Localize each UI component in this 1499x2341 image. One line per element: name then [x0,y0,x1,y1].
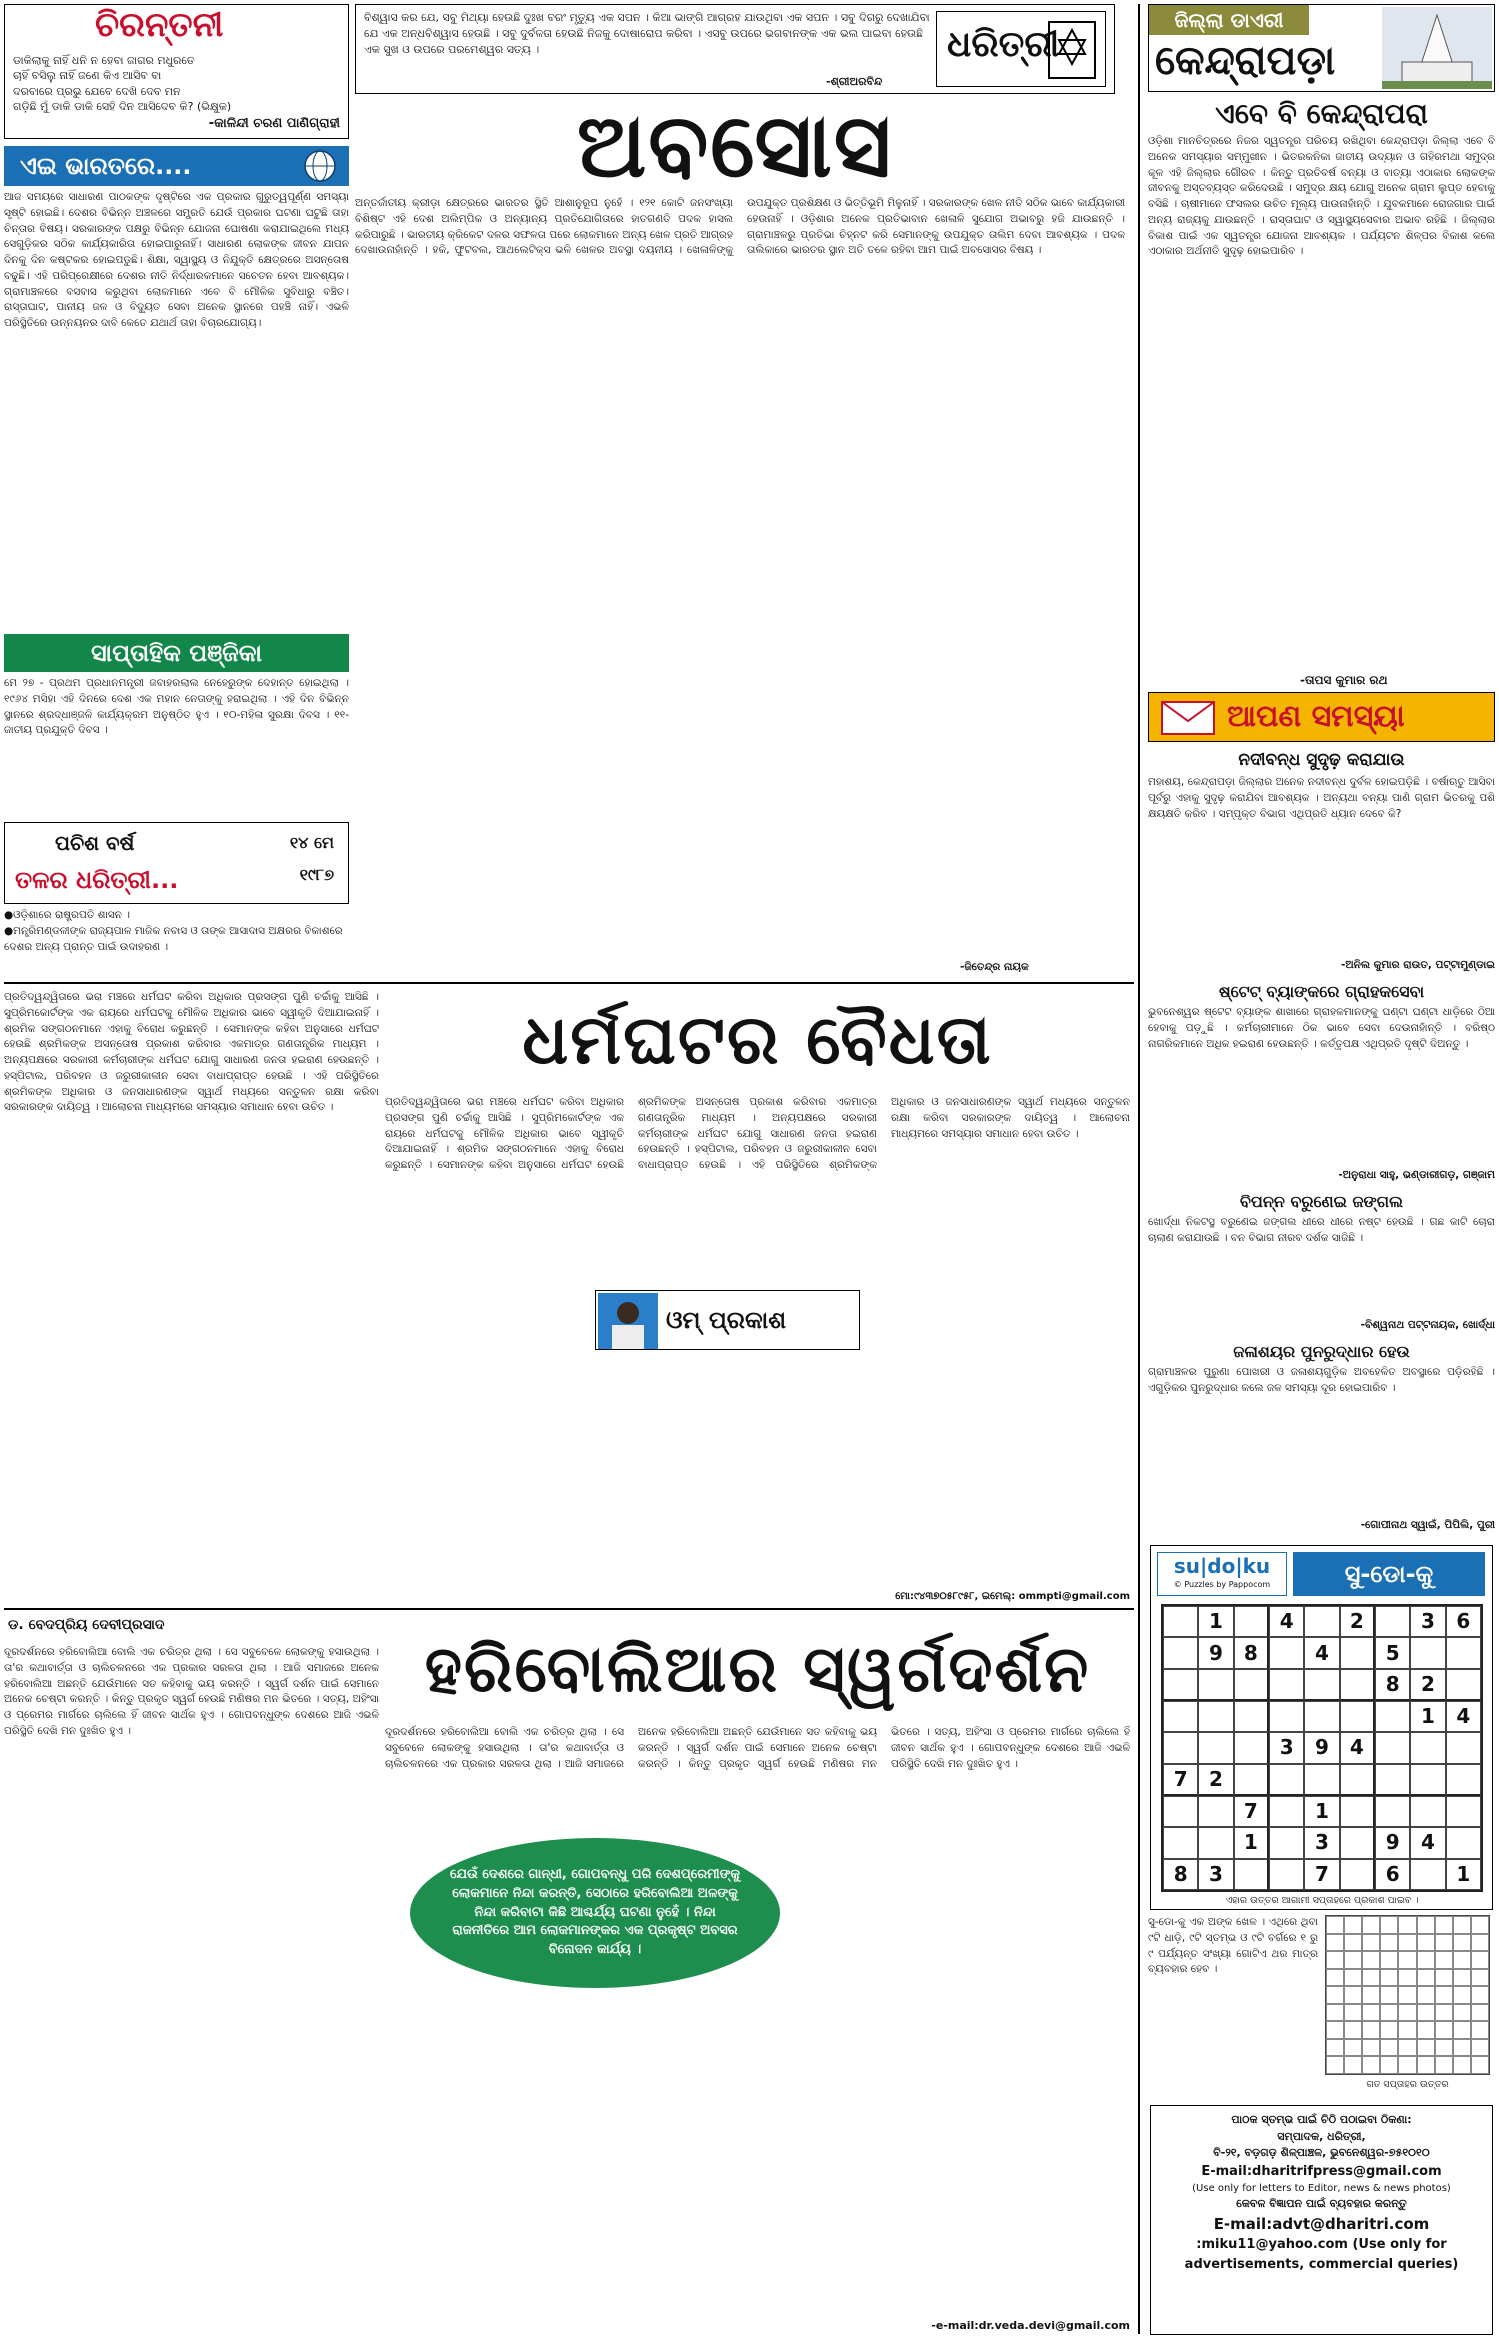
sudoku-cell[interactable]: 1 [1304,1796,1339,1827]
sudoku-answer-cell [1398,2004,1416,2022]
sudoku-answer-cell [1453,1934,1471,1952]
dharmaghata-right-text: ପ୍ରତିଦ୍ୱନ୍ଦ୍ୱିତାରେ ଭରା ମଞ୍ଚରେ ଧର୍ମଘଟ କରିବା ଅଧିକାର ପ୍ରସଙ୍ଗ ପୁଣି ଚର୍ଚ୍ଚାକୁ ଆସିଛି । ସୁପ୍ରିମକୋର୍ଟଙ୍କ ଏକ ରାୟରେ ଧର୍ମଘଟକୁ ମୌଳିକ ଅଧିକାର ଭାବେ ସ୍ୱୀକୃତି ଦିଆଯାଇନାହିଁ । ଶ୍ରମିକ ସଙ୍ଗଠନମାନେ ଏହାକୁ ବିରୋଧ କରୁଛନ୍ତି । ସେମାନଙ୍କ କହିବା ଅନୁସାରେ ଧର୍ମଘଟ ହେଉଛି ଶ୍ରମିକଙ୍କ ଅସନ୍ତୋଷ ପ୍ରକାଶ କରିବାର ଏକମାତ୍ର ଗଣତାନ୍ତ୍ରିକ ମାଧ୍ୟମ । ଅନ୍ୟପକ୍ଷରେ ସରକାରୀ କର୍ମଚାରୀଙ୍କ ଧର୍ମଘଟ ଯୋଗୁ ସାଧାରଣ ଜନତା ହଇରାଣ ହେଉଛନ୍ତି । ହସ୍ପିଟାଲ, ପରିବହନ ଓ ଜରୁରୀକାଳୀନ ସେବା ବାଧାପ୍ରାପ୍ତ ହେଉଛି । ଏହି ପରିସ୍ଥିତିରେ ଶ୍ରମିକଙ୍କ ଅଧିକାର ଓ ଜନସାଧାରଣଙ୍କ ସ୍ୱାର୍ଥ ମଧ୍ୟରେ ସନ୍ତୁଳନ ରକ୍ଷା କରିବା ସରକାରଙ୍କ ଦାୟିତ୍ୱ । ଆଲୋଚନା ମାଧ୍ୟମରେ ସମସ୍ୟାର ସମାଧାନ ହେବା ଉଚିତ । [385,1096,1130,1171]
contact-line: କେବଳ ବିଜ୍ଞାପନ ପାଇଁ ବ୍ୟବହାର କରନ୍ତୁ [1236,2197,1407,2210]
chirantani-poem [13,53,343,115]
oval-quote [410,1838,780,1988]
pachisi-label-2: ତଳର ଧରିତ୍ରୀ... [15,866,179,894]
sudoku-answer-cell [1398,1951,1416,1969]
sudoku-cell[interactable]: 3 [1304,1827,1339,1858]
sudoku-cell[interactable]: 4 [1269,1606,1304,1637]
sudoku-cell[interactable] [1234,1732,1269,1763]
sudoku-answer-cell [1417,1916,1435,1934]
contact-line: ବି-୨୧, ବଡ଼ଗଡ଼ ଶିଳ୍ପାଞ୍ଚଳ, ଭୁବନେଶ୍ୱର-୭୫୧୦୧୦ [1213,2146,1430,2159]
sudoku-cell[interactable]: 3 [1269,1732,1304,1763]
sudoku-cell[interactable]: 7 [1163,1764,1198,1796]
section-divider [4,982,1134,984]
sudoku-cell[interactable] [1446,1732,1481,1763]
sudoku-cell[interactable] [1410,1732,1445,1763]
sudoku-cell[interactable]: 4 [1446,1701,1481,1732]
sudoku-answer-cell [1435,1969,1453,1987]
sudoku-cell[interactable] [1410,1796,1445,1827]
sudoku-answer-cell [1471,2056,1489,2074]
sudoku-cell[interactable] [1340,1859,1375,1890]
sudoku-answer-cell [1417,2021,1435,2039]
sudoku-answer-cell [1398,1934,1416,1952]
quote-author: -ଶ୍ରୀଅରବିନ୍ଦ [826,75,883,89]
sudoku-answer-cell [1471,1916,1489,1934]
letter-2-text: ଭୁବନେଶ୍ୱର ଷ୍ଟେଟ ବ୍ୟାଙ୍କ ଶାଖାରେ ଗ୍ରାହକମାନଙ୍କୁ ଘଣ୍ଟା ଘଣ୍ଟା ଧାଡ଼ିରେ ଠିଆ ହେବାକୁ ପଡ଼ୁଛି । କର୍ମଚାରୀମାନେ ଠିକ ଭାବେ ସେବା ଦେଉନାହାଁନ୍ତି । ବରିଷ୍ଠ ନାଗରିକମାନେ ଅଧିକ ହଇରାଣ ହେଉଛନ୍ତି । କର୍ତ୍ତୃପକ୍ଷ ଏଥିପ୍ରତି ଦୃଷ୍ଟି ଦିଅନ୍ତୁ । [1148,1006,1495,1050]
sudoku-answer-cell [1326,2056,1344,2074]
apana-samasya-header [1148,692,1495,742]
temple-photo-icon [1382,7,1492,89]
sudoku-cell[interactable]: 7 [1304,1859,1339,1890]
sudoku-cell[interactable]: 1 [1198,1606,1233,1637]
sudoku-answer-cell [1417,1951,1435,1969]
sudoku-cell[interactable] [1163,1669,1198,1701]
sudoku-answer-cell [1326,1951,1344,1969]
sudoku-answer-cell [1362,1934,1380,1952]
sudoku-answer-cell [1326,2021,1344,2039]
sudoku-cell[interactable]: 7 [1234,1796,1269,1827]
poem-line: ଗଡ଼ିଛି ମୁଁ ଡାକି ଡାକି ସେହି ଦିନ ଆସିଦେବ କି? (ଭିକ୍ଷୁକ) [13,100,232,114]
sudoku-answer-cell [1344,2039,1362,2057]
sudoku-cell[interactable]: 1 [1410,1701,1445,1732]
sudoku-cell[interactable] [1340,1669,1375,1701]
sudoku-cell[interactable]: 1 [1446,1859,1481,1890]
sudoku-answer-cell [1453,2056,1471,2074]
sudoku-answer-cell [1362,2056,1380,2074]
logo-text: ଧରିତ୍ରୀ [947,23,1060,65]
sudoku-cell[interactable]: 3 [1410,1606,1445,1637]
sudoku-answer-cell [1344,1916,1362,1934]
haribolia-right-text: ଦୂରଦର୍ଶନରେ ହରିବୋଲିଆ ବୋଲି ଏକ ଚରିତ୍ର ଥିଲା । ସେ ସବୁବେଳେ ଲୋକଙ୍କୁ ହସାଉଥିଲା । ତା'ର କଥାବାର୍ତ୍ତା ଓ ଚାଲିଚଳନରେ ଏକ ପ୍ରକାର ସରଳତା ଥିଲା । ଆଜି ସମାଜରେ ଅନେକ ହରିବୋଲିଆ ଅଛନ୍ତି ଯେଉଁମାନେ ସତ କହିବାକୁ ଭୟ କରନ୍ତି । ସ୍ୱର୍ଗ ଦର୍ଶନ ପାଇଁ ସେମାନେ ଅନେକ ଚେଷ୍ଟା କରନ୍ତି । କିନ୍ତୁ ପ୍ରକୃତ ସ୍ୱର୍ଗ ହେଉଛି ମଣିଷର ମନ ଭିତରେ । ସତ୍ୟ, ଅହିଂସା ଓ ପ୍ରେମର ମାର୍ଗରେ ଚାଲିଲେ ହିଁ ଜୀବନ ସାର୍ଥକ ହୁଏ । ଗୋପବନ୍ଧୁଙ୍କ ଦେଶରେ ଆଜି ଏଭଳି ପରିସ୍ଥିତି ଦେଖି ମନ ଦୁଃଖିତ ହୁଏ । [385,1726,1130,1770]
letter-2-author: -ଅନୁରାଧା ସାହୁ, ଭଣ୍ଡାରୀଗଡ଼, ଗଞ୍ଜାମ [1338,1169,1495,1181]
quote-text: ବିଶ୍ୱାସ କର ଯେ, ସବୁ ମିଥ୍ୟା ହେଉଛି ଦୁଃଖ ବରଂ ମୃତ୍ୟୁ ଏକ ସପନ । କିଆ ଭାଙ୍ଗି ଆଗ୍ରହ ଯାଉଥିବା ଏକ ସପନ । ସବୁ ଦିଗରୁ ଦେଖାଯିବା ଯେ ଏକ ଅନ୍ଧବିଶ୍ୱାସ ହେଉଛି । ସବୁ ଦୁର୍ବଳତା ହେଉଛି ନିଜକୁ ଦୋଷାରୋପ କରିବା । ଏସବୁ ଉପରେ ଭଗବାନଙ୍କ ଏକ ଭଲ ପାଇବା ହେଉଛି ଏକ ସୁଖ ଓ ଉପରେ ପରମେଶ୍ୱର ସତ୍ୟ । [364,11,930,56]
sudoku-cell[interactable] [1446,1637,1481,1668]
sudoku-cell[interactable] [1375,1732,1410,1763]
headline-haribolia: ହରିବୋଲିଆର ସ୍ୱର୍ଗଦର୍ଶନ [424,1632,1091,1707]
sudoku-cell[interactable] [1269,1796,1304,1827]
sudoku-cell[interactable] [1446,1827,1481,1858]
saptahika-bar [4,634,349,672]
poem-line: ଦରବାରେ ପ୍ରଭୁ ଯେବେ ଦେଖି ଦେବ ମନ [13,84,181,98]
sudoku-cell[interactable] [1410,1859,1445,1890]
pachisi-label-1: ପଚିଶ ବର୍ଷ [55,831,135,855]
sudoku-answer-cell [1471,1951,1489,1969]
sudoku-cell[interactable] [1269,1669,1304,1701]
sudoku-answer-cell [1326,1916,1344,1934]
sudoku-cell[interactable] [1269,1764,1304,1796]
sudoku-cell[interactable]: 6 [1375,1859,1410,1890]
apana-title: ଆପଣ ସମସ୍ୟା [1227,699,1405,734]
sudoku-box [1150,1545,1493,1910]
sudoku-cell[interactable] [1446,1669,1481,1701]
sudoku-cell[interactable]: 4 [1340,1732,1375,1763]
dharitri-logo [936,11,1106,87]
sudoku-cell[interactable] [1304,1606,1339,1637]
sudoku-grid[interactable] [1161,1604,1483,1892]
sudoku-cell[interactable] [1234,1669,1269,1701]
sudoku-answer-cell [1344,2056,1362,2074]
sudoku-cell[interactable] [1234,1701,1269,1732]
chirantani-box [4,4,349,139]
sudoku-cell[interactable] [1410,1764,1445,1796]
sudoku-answer-cell [1362,1916,1380,1934]
sudoku-answer-cell [1344,1986,1362,2004]
sudoku-answer-cell [1380,1934,1398,1952]
haribolia-left-text: ଦୂରଦର୍ଶନରେ ହରିବୋଲିଆ ବୋଲି ଏକ ଚରିତ୍ର ଥିଲା । ସେ ସବୁବେଳେ ଲୋକଙ୍କୁ ହସାଉଥିଲା । ତା'ର କଥାବାର୍ତ୍ତା ଓ ଚାଲିଚଳନରେ ଏକ ପ୍ରକାର ସରଳତା ଥିଲା । ଆଜି ସମାଜରେ ଅନେକ ହରିବୋଲିଆ ଅଛନ୍ତି ଯେଉଁମାନେ ସତ କହିବାକୁ ଭୟ କରନ୍ତି । ସ୍ୱର୍ଗ ଦର୍ଶନ ପାଇଁ ସେମାନେ ଅନେକ ଚେଷ୍ଟା କରନ୍ତି । କିନ୍ତୁ ପ୍ରକୃତ ସ୍ୱର୍ଗ ହେଉଛି ମଣିଷର ମନ ଭିତରେ । ସତ୍ୟ, ଅହିଂସା ଓ ପ୍ରେମର ମାର୍ଗରେ ଚାଲିଲେ ହିଁ ଜୀବନ ସାର୍ଥକ ହୁଏ । ଗୋପବନ୍ଧୁଙ୍କ ଦେଶରେ ଆଜି ଏଭଳି ପରିସ୍ଥିତି ଦେଖି ମନ ଦୁଃଖିତ ହୁଏ । [4,1646,379,1737]
sudoku-cell[interactable] [1234,1764,1269,1796]
sudoku-cell[interactable]: 9 [1304,1732,1339,1763]
sudoku-cell[interactable] [1269,1859,1304,1890]
sudoku-answer-cell [1380,2021,1398,2039]
contact-line: (Use only for letters to Editor, news & news photos) [1192,2183,1451,2194]
contact-box [1150,2105,1493,2335]
sudoku-cell[interactable]: 4 [1304,1637,1339,1668]
sudoku-answer-cell [1417,2056,1435,2074]
sudoku-answer-cell [1398,2039,1416,2057]
sudoku-answer-cell [1326,1986,1344,2004]
sudoku-answer-cell [1362,2021,1380,2039]
sudoku-answer-cell [1362,1986,1380,2004]
sudoku-answer-cell [1344,2021,1362,2039]
avasosa-signature: -ଜିତେନ୍ଦ୍ର ନାୟକ [960,961,1029,973]
sudoku-caption: ଏହାର ଉତ୍ତର ଆଗାମୀ ସପ୍ତାହରେ ପ୍ରକାଶ ପାଇବ । [1225,1895,1419,1906]
sudoku-answer-cell [1453,1969,1471,1987]
sudoku-answer-cell [1471,1934,1489,1952]
sudoku-answer-cell [1417,2039,1435,2057]
ebe-bi-text: ଓଡ଼ିଶା ମାନଚିତ୍ରରେ ନିଜର ସ୍ୱତନ୍ତ୍ର ପରିଚୟ ରଖିଥିବା କେନ୍ଦ୍ରାପଡ଼ା ଜିଲ୍ଲା ଏବେ ବି ଅନେକ ସମସ୍ୟାର ସମ୍ମୁଖୀନ । ଭିତରକନିକା ଜାତୀୟ ଉଦ୍ୟାନ ଓ ଗହିରମଥା ସମୁଦ୍ର କୂଳ ଏହି ଜିଲ୍ଲାର ଗୌରବ । କିନ୍ତୁ ପ୍ରତିବର୍ଷ ବନ୍ୟା ଓ ବାତ୍ୟା ଏଠାକାର ଲୋକଙ୍କ ଜୀବନକୁ ଅସ୍ତବ୍ୟସ୍ତ କରିଦେଉଛି । ସମୁଦ୍ର କ୍ଷୟ ଯୋଗୁ ଅନେକ ଗ୍ରାମ ଲୁପ୍ତ ହେବାକୁ ବସିଛି । ଚାଷୀମାନେ ଫସଲର ଉଚିତ ମୂଲ୍ୟ ପାଉନାହାଁନ୍ତି । ଯୁବକମାନେ ରୋଜଗାର ପାଇଁ ଅନ୍ୟ ରାଜ୍ୟକୁ ଯାଉଛନ୍ତି । ରାସ୍ତାଘାଟ ଓ ସ୍ୱାସ୍ଥ୍ୟସେବାର ଅଭାବ ରହିଛି । ଜିଲ୍ଲାର ବିକାଶ ପାଇଁ ଏକ ସ୍ୱତନ୍ତ୍ର ଯୋଜନା ଆବଶ୍ୟକ । ପର୍ଯ୍ୟଟନ ଶିଳ୍ପର ବିକାଶ କଲେ ଏଠାକାର ଅର୍ଥନୀତି ସୁଦୃଢ଼ ହୋଇପାରିବ । [1148,135,1495,258]
sudoku-answer-cell [1471,1986,1489,2004]
sudoku-cell[interactable]: 2 [1340,1606,1375,1637]
sudoku-answer-cell [1344,1951,1362,1969]
sudoku-cell[interactable]: 3 [1198,1859,1233,1890]
section-divider-2 [4,1608,1134,1610]
sudoku-answer-cell [1435,2004,1453,2022]
sudoku-answer-cell [1435,1934,1453,1952]
zilla-diary-box [1148,4,1495,92]
sudoku-cell[interactable]: 9 [1198,1637,1233,1668]
sudoku-answer-cell [1435,1916,1453,1934]
contact-line: ପାଠକ ସ୍ତମ୍ଭ ପାଇଁ ଚିଠି ପଠାଇବା ଠିକଣା: [1231,2113,1412,2126]
letter-1-heading: ନଦୀବନ୍ଧ ସୁଦୃଢ଼ କରାଯାଉ [1238,750,1405,770]
sudoku-answer-cell [1398,2056,1416,2074]
zilla-name: କେନ୍ଦ୍ରାପଡ଼ା [1155,37,1336,84]
sudoku-cell[interactable] [1446,1764,1481,1796]
poem-line: ଚାହିଁ ବସିଲୁ ନାହିଁ ଜଣେ କିଏ ଆସିବ ବା [13,69,162,83]
om-prakash-box [595,1290,860,1350]
star-emblem-icon [1047,20,1097,80]
sudoku-cell[interactable] [1198,1669,1233,1701]
vedapriya-byline: ଡ. ବେଦପ୍ରିୟ ଦେବୀପ୍ରସାଦ [8,1617,165,1633]
sudoku-answer-cell [1398,1969,1416,1987]
pachisi-item: ●ମନ୍ତ୍ରିମଣ୍ଡଳୀଙ୍କ ରାଜ୍ୟପାଳ ମାଜିକ ନବାସ ଓ ତାଙ୍କ ଆସାଦାସ ଅକ୍ଷରର ବିକାଶରେ ଦେଶର ଅନ୍ୟ ପ୍ରାନ୍ତ ପାଇଁ ଉଦାହରଣ । [4,924,343,953]
dharma-signature: ମୋ:୯୪୩୭୦୫୮୯୫୮, ଇମେଲ୍: ommpti@gmail.com [895,1591,1130,1602]
letter-2-heading: ଷ୍ଟେଟ୍ ବ୍ୟାଙ୍କରେ ଗ୍ରାହକସେବା [1218,982,1425,1001]
sudoku-answer-cell [1380,1951,1398,1969]
sudoku-cell[interactable] [1340,1637,1375,1668]
sudoku-cell[interactable] [1163,1701,1198,1732]
avasosa-article-text: ଅନ୍ତର୍ଜାତୀୟ କ୍ରୀଡ଼ା କ୍ଷେତ୍ରରେ ଭାରତର ସ୍ଥିତି ଆଶାନୁରୂପ ନୁହେଁ । ୧୨୧ କୋଟି ଜନସଂଖ୍ୟା ବିଶିଷ୍ଟ ଏହି ଦେଶ ଅଲିମ୍ପିକ ଓ ଅନ୍ୟାନ୍ୟ ପ୍ରତିଯୋଗିତାରେ ହାତଗଣତି ପଦକ ହାସଲ କରିପାରୁଛି । ଭାରତୀୟ କ୍ରିକେଟ ଦଳର ସଫଳତା ପରେ ଲୋକମାନେ ଅନ୍ୟ ଖେଳ ପ୍ରତି ଆଗ୍ରହ ଦେଖାଉନାହାଁନ୍ତି । ହକି, ଫୁଟବଲ, ଆଥଲେଟିକ୍ସ ଭଳି ଖେଳର ଅବସ୍ଥା ଦୟନୀୟ । ଖେଳାଳିଙ୍କୁ ଉପଯୁକ୍ତ ପ୍ରଶିକ୍ଷଣ ଓ ଭିତ୍ତିଭୂମି ମିଳୁନାହିଁ । ସରକାରଙ୍କ ଖେଳ ନୀତି ସଠିକ ଭାବେ କାର୍ଯ୍ୟକାରୀ ହେଉନାହିଁ । ଓଡ଼ିଶାର ଅନେକ ପ୍ରତିଭାବାନ ଖେଳାଳି ସୁଯୋଗ ଅଭାବରୁ ହଜି ଯାଉଛନ୍ତି । ଗ୍ରାମାଞ୍ଚଳରୁ ପ୍ରତିଭା ଚିହ୍ନଟ କରି ସେମାନଙ୍କୁ ଉପଯୁକ୍ତ ତାଲିମ ଦେବା ଆବଶ୍ୟକ । ପଦକ ତାଲିକାରେ ଭାରତର ସ୍ଥାନ ଅତି ତଳେ ରହିବା ଆମ ପାଇଁ ଅବସୋସର ବିଷୟ । [355,197,1125,257]
letter-4-text: ଗ୍ରାମାଞ୍ଚଳର ପୁରୁଣା ପୋଖରୀ ଓ ଜଳାଶୟଗୁଡ଼ିକ ଅବହେଳିତ ଅବସ୍ଥାରେ ପଡ଼ିରହିଛି । ଏଗୁଡ଼ିକର ପୁନରୁଦ୍ଧାର କଲେ ଜଳ ସମସ୍ୟା ଦୂର ହୋଇପାରିବ । [1148,1366,1495,1394]
sudoku-answer-cell [1326,1934,1344,1952]
headline-dharmaghata: ଧର୍ମଘଟର ବୈଧତା [522,1000,993,1080]
sudoku-answer-cell [1453,1986,1471,2004]
sudoku-answer-cell [1435,2039,1453,2057]
letter-4-author: -ଗୋପୀନାଥ ସ୍ୱାଇଁ, ପିପିଲି, ପୁରୀ [1360,1519,1495,1531]
left-article-text: ଆଜ ସମୟରେ ସାଧାରଣ ପାଠକଙ୍କ ଦୃଷ୍ଟିରେ ଏକ ପ୍ରକାର ଗୁରୁତ୍ୱପୂର୍ଣ୍ଣ ସମସ୍ୟା ସୃଷ୍ଟି ହୋଇଛି। ଦେଶର ବିଭିନ୍ନ ଅଞ୍ଚଳରେ ସମ୍ପ୍ରତି ଯେଉଁ ପ୍ରକାର ଘଟଣା ଘଟୁଛି ତାହା ଚିନ୍ତାର ବିଷୟ। ସରକାରଙ୍କ ପକ୍ଷରୁ ବିଭିନ୍ନ ଯୋଜନା ଘୋଷଣା କରାଯାଇଥିଲେ ମଧ୍ୟ ସେଗୁଡ଼ିକର ସଠିକ କାର୍ଯ୍ୟକାରିତା ହୋଇପାରୁନାହିଁ। ସାଧାରଣ ଲୋକଙ୍କ ଜୀବନ ଯାପନ ଦିନକୁ ଦିନ କଷ୍ଟକର ହୋଇପଡୁଛି। ଶିକ୍ଷା, ସ୍ୱାସ୍ଥ୍ୟ ଓ ନିଯୁକ୍ତି କ୍ଷେତ୍ରରେ ଅସନ୍ତୋଷ ବଢୁଛି। ଏହି ପରିପ୍ରେକ୍ଷୀରେ ଦେଶର ନୀତି ନିର୍ଦ୍ଧାରକମାନେ ସଚେତନ ହେବା ଆବଶ୍ୟକ। ଗ୍ରାମାଞ୍ଚଳରେ ବସବାସ କରୁଥିବା ଲୋକମାନେ ଏବେ ବି ମୌଳିକ ସୁବିଧାରୁ ବଞ୍ଚିତ। ରାସ୍ତାଘାଟ, ପାନୀୟ ଜଳ ଓ ବିଦ୍ୟୁତ ସେବା ଅନେକ ସ୍ଥାନରେ ପହଞ୍ଚି ନାହିଁ। ଏଭଳି ପରିସ୍ଥିତିରେ ଉନ୍ନୟନର ଦାବି କେତେ ଯଥାର୍ଥ ତାହା ବିଚାରଯୋଗ୍ୟ। [4,191,349,329]
contact-line: ସମ୍ପାଦକ, ଧରିତ୍ରୀ, [1277,2129,1366,2143]
saptahika-text: ମେ ୨୭ - ପ୍ରଥମ ପ୍ରଧାନମନ୍ତ୍ରୀ ଜବାହରଲାଲ ନେହେରୁଙ୍କ ଦେହାନ୍ତ ହୋଇଥିଲା । ୧୯୬୪ ମସିହା ଏହି ଦିନରେ ଦେଶ ଏକ ମହାନ ନେତାଙ୍କୁ ହରାଇଥିଲା । ଏହି ଦିନ ବିଭିନ୍ନ ସ୍ଥାନରେ ଶ୍ରଦ୍ଧାଞ୍ଜଳି କାର୍ଯ୍ୟକ୍ରମ ଅନୁଷ୍ଠିତ ହୁଏ । ୧୦-ମହିଳା ସୁରକ୍ଷା ଦିବସ । ୧୧-ଜାତୀୟ ପ୍ରଯୁକ୍ତି ଦିବସ । [4,677,349,737]
sudoku-answer-cell [1435,2021,1453,2039]
sudoku-answer-grid [1325,1915,1490,2075]
sudoku-cell[interactable] [1163,1827,1198,1858]
quote-box [355,4,1115,94]
sudoku-answer-cell [1417,1986,1435,2004]
contact-email-advt[interactable]: E-mail:advt@dharitri.com [1213,2214,1430,2233]
saptahika-title: ସାପ୍ତାହିକ ପଞ୍ଜିକା [91,639,262,667]
sudoku-cell[interactable] [1375,1606,1410,1637]
sudoku-answer-cell [1435,1951,1453,1969]
sudoku-odia-title: ସୁ-ଡୋ-କୁ [1293,1552,1485,1596]
sudoku-cell[interactable] [1234,1606,1269,1637]
globe-icon [303,149,337,183]
dharmaghata-left-text: ପ୍ରତିଦ୍ୱନ୍ଦ୍ୱିତାରେ ଭରା ମଞ୍ଚରେ ଧର୍ମଘଟ କରିବା ଅଧିକାର ପ୍ରସଙ୍ଗ ପୁଣି ଚର୍ଚ୍ଚାକୁ ଆସିଛି । ସୁପ୍ରିମକୋର୍ଟଙ୍କ ଏକ ରାୟରେ ଧର୍ମଘଟକୁ ମୌଳିକ ଅଧିକାର ଭାବେ ସ୍ୱୀକୃତି ଦିଆଯାଇନାହିଁ । ଶ୍ରମିକ ସଙ୍ଗଠନମାନେ ଏହାକୁ ବିରୋଧ କରୁଛନ୍ତି । ସେମାନଙ୍କ କହିବା ଅନୁସାରେ ଧର୍ମଘଟ ହେଉଛି ଶ୍ରମିକଙ୍କ ଅସନ୍ତୋଷ ପ୍ରକାଶ କରିବାର ଏକମାତ୍ର ଗଣତାନ୍ତ୍ରିକ ମାଧ୍ୟମ । ଅନ୍ୟପକ୍ଷରେ ସରକାରୀ କର୍ମଚାରୀଙ୍କ ଧର୍ମଘଟ ଯୋଗୁ ସାଧାରଣ ଜନତା ହଇରାଣ ହେଉଛନ୍ତି । ହସ୍ପିଟାଲ, ପରିବହନ ଓ ଜରୁରୀକାଳୀନ ସେବା ବାଧାପ୍ରାପ୍ତ ହେଉଛି । ଏହି ପରିସ୍ଥିତିରେ ଶ୍ରମିକଙ୍କ ଅଧିକାର ଓ ଜନସାଧାରଣଙ୍କ ସ୍ୱାର୍ଥ ମଧ୍ୟରେ ସନ୍ତୁଳନ ରକ୍ଷା କରିବା ସରକାରଙ୍କ ଦାୟିତ୍ୱ । ଆଲୋଚନା ମାଧ୍ୟମରେ ସମସ୍ୟାର ସମାଧାନ ହେବା ଉଚିତ । [4,991,379,1114]
sudoku-answer-caption: ଗତ ସପ୍ତାହର ଉତ୍ତର [1366,2079,1449,2090]
sudoku-cell[interactable] [1269,1827,1304,1858]
sudoku-answer-cell [1453,1916,1471,1934]
sudoku-answer-cell [1417,1934,1435,1952]
ebe-bi-author: -ତାପସ କୁମାର ରଥ [1300,673,1388,687]
sudoku-answer-cell [1380,1969,1398,1987]
sudoku-cell[interactable]: 1 [1234,1827,1269,1858]
sudoku-answer-cell [1380,1916,1398,1934]
sudoku-answer-cell [1380,1986,1398,2004]
sudoku-cell[interactable] [1375,1701,1410,1732]
sudoku-answer-cell [1326,2004,1344,2022]
sudoku-cell[interactable]: 5 [1375,1637,1410,1668]
chirantani-title: ଚିରନ୍ତନୀ [95,5,224,45]
author-photo-icon [598,1293,658,1349]
sudoku-answer-cell [1380,2056,1398,2074]
sudoku-cell[interactable] [1375,1764,1410,1796]
chirantani-author: -କାଳିନ୍ଦୀ ଚରଣ ପାଣିଗ୍ରାହୀ [208,116,340,132]
sudoku-answer-cell [1435,2056,1453,2074]
sudoku-answer-cell [1417,1969,1435,1987]
sudoku-cell[interactable]: 2 [1410,1669,1445,1701]
sudoku-by: © Puzzles by Pappocom [1173,1580,1271,1589]
zilla-label: ଜିଲ୍ଲା ଡାଏରୀ [1149,5,1309,35]
sudoku-answer-cell [1471,1969,1489,1987]
sudoku-answer-cell [1344,1969,1362,1987]
sudoku-cell[interactable] [1340,1796,1375,1827]
envelope-icon [1161,701,1215,735]
sudoku-cell[interactable] [1163,1796,1198,1827]
letter-3-text: ଖୋର୍ଦ୍ଧା ନିକଟସ୍ଥ ବରୁଣେଇ ଜଙ୍ଗଲ ଧୀରେ ଧୀରେ ନଷ୍ଟ ହେଉଛି । ଗଛ କାଟି ଚୋରା ଚାଲାଣ କରାଯାଉଛି । ବନ ବିଭାଗ ନୀରବ ଦର୍ଶକ ସାଜିଛି । [1148,1216,1495,1244]
sudoku-answer-cell [1453,2039,1471,2057]
sudoku-cell[interactable]: 2 [1198,1764,1233,1796]
sudoku-cell[interactable] [1340,1764,1375,1796]
contact-email-editor[interactable]: E-mail:dharitrifpress@gmail.com [1201,2163,1442,2179]
sudoku-cell[interactable] [1410,1637,1445,1668]
sudoku-answer-cell [1380,2039,1398,2057]
sudoku-answer-cell [1362,2039,1380,2057]
sudoku-answer-cell [1398,1986,1416,2004]
headline-avasosa: ଅବସୋସ [576,93,894,197]
sudoku-answer-cell [1453,1951,1471,1969]
sudoku-cell[interactable] [1163,1606,1198,1637]
pachisi-date-1: ୧୪ ମେ [289,833,334,852]
sudoku-logo-text: su|do|ku [1173,1554,1271,1578]
sudoku-answer-cell [1471,2021,1489,2039]
sudoku-cell[interactable] [1269,1701,1304,1732]
sudoku-answer-cell [1362,1969,1380,1987]
sudoku-cell[interactable]: 9 [1375,1827,1410,1858]
letter-3-heading: ବିପନ୍ନ ବରୁଣେଇ ଜଙ୍ଗଲ [1239,1192,1404,1211]
sudoku-cell[interactable] [1198,1701,1233,1732]
sudoku-cell[interactable] [1340,1827,1375,1858]
ebe-bi-title: ଏବେ ବି କେନ୍ଦ୍ରାପରା [1215,97,1428,130]
sudoku-answer-cell [1362,2004,1380,2022]
sudoku-answer-cell [1453,2021,1471,2039]
sudoku-answer-cell [1417,2004,1435,2022]
sudoku-answer-cell [1344,1934,1362,1952]
sudoku-answer-cell [1471,2004,1489,2022]
sudoku-cell[interactable] [1375,1796,1410,1827]
sudoku-answer-cell [1380,2004,1398,2022]
sudoku-cell[interactable] [1340,1701,1375,1732]
sudoku-answer-cell [1453,2004,1471,2022]
sudoku-cell[interactable]: 8 [1375,1669,1410,1701]
sudoku-cell[interactable] [1304,1669,1339,1701]
letter-4-heading: ଜଳାଶୟର ପୁନରୁଦ୍ଧାର ହେଉ [1233,1342,1410,1361]
sudoku-logo [1157,1552,1287,1596]
contact-email-yahoo[interactable]: :miku11@yahoo.com (Use only for advertisements, commercial queries) [1184,2237,1459,2272]
sudoku-cell[interactable]: 8 [1163,1859,1198,1890]
sudoku-cell[interactable] [1234,1859,1269,1890]
column-divider [1138,4,1140,2334]
oval-quote-text: ଯେଉଁ ଦେଶରେ ଗାନ୍ଧୀ, ଗୋପବନ୍ଧୁ ପରି ଦେଶପ୍ରେମୀଙ୍କୁ ଲୋକମାନେ ନିନ୍ଦା କରନ୍ତି, ସେଠାରେ ହରିବୋଲିଆ ଅଳଙ୍କୁ ନିନ୍ଦା କରିବାଟା କିଛି ଆଶ୍ଚର୍ଯ୍ୟ ଘଟଣା ନୁହେଁ । ନିନ୍ଦା ରାଜନୀତିରେ ଆମ ଲୋକମାନଙ୍କର ଏକ ପ୍ରକୃଷ୍ଟ ଅବସର ବିନୋଦନ କାର୍ଯ୍ୟ । [450,1866,740,1958]
sudoku-cell[interactable]: 4 [1410,1827,1445,1858]
sudoku-answer-cell [1398,2021,1416,2039]
sudoku-answer-cell [1344,2004,1362,2022]
letter-1-text: ମହାଶୟ, କେନ୍ଦ୍ରାପଡ଼ା ଜିଲ୍ଲାର ଅନେକ ନଦୀବନ୍ଧ ଦୁର୍ବଳ ହୋଇପଡ଼ିଛି । ବର୍ଷାଋତୁ ଆସିବା ପୂର୍ବରୁ ଏହାକୁ ସୁଦୃଢ଼ କରାଯିବା ଆବଶ୍ୟକ । ଅନ୍ୟଥା ବନ୍ୟା ପାଣି ଗ୍ରାମ ଭିତରକୁ ପଶି କ୍ଷୟକ୍ଷତି କରିବ । ସମ୍ପୃକ୍ତ ବିଭାଗ ଏଥିପ୍ରତି ଧ୍ୟାନ ଦେବେ କି? [1148,776,1495,820]
pachisi-item: ●ଓଡ଼ିଶାରେ ରାଷ୍ଟ୍ରପତି ଶାସନ । [4,909,131,921]
haribolia-signature: -e-mail:dr.veda.devi@gmail.com [931,2319,1130,2332]
sudoku-answer-cell [1435,1986,1453,2004]
pachisi-barsa-box [4,822,349,904]
ei-bharatare-bar [4,146,349,186]
om-prakash-name: ଓମ୍ ପ୍ରକାଶ [666,1306,787,1334]
sudoku-cell[interactable] [1304,1764,1339,1796]
sudoku-cell[interactable]: 8 [1234,1637,1269,1668]
sudoku-answer-cell [1398,1916,1416,1934]
sudoku-answer-cell [1362,1951,1380,1969]
sudoku-cell[interactable]: 6 [1446,1606,1481,1637]
sudoku-answer-cell [1471,2039,1489,2057]
pachisi-date-2: ୧୯୮୭ [299,865,334,884]
poem-line: ଡାକିଲାକୁ ନାହିଁ ଧନି ନ ହେବା ଜାଗର ମଧୁରତେ [13,54,195,67]
sudoku-cell[interactable] [1198,1732,1233,1763]
sudoku-cell[interactable] [1163,1732,1198,1763]
sudoku-cell[interactable] [1304,1701,1339,1732]
sudoku-howto: ସୁ-ଡୋ-କୁ ଏକ ଅଙ୍କ ଖେଳ । ଏଥିରେ ଥିବା ୯ଟି ଧାଡ଼ି, ୯ଟି ସ୍ତମ୍ଭ ଓ ୯ଟି ବର୍ଗରେ ୧ ରୁ ୯ ପର୍ଯ୍ୟନ୍ତ ସଂଖ୍ୟା ଗୋଟିଏ ଥର ମାତ୍ର ବ୍ୟବହାର ହେବ । [1148,1916,1318,1976]
sudoku-answer-cell [1326,2039,1344,2057]
sudoku-cell[interactable] [1198,1796,1233,1827]
letter-3-author: -ବିଶ୍ୱନାଥ ପଟ୍ଟନାୟକ, ଖୋର୍ଦ୍ଧା [1360,1319,1495,1331]
ei-bharatare-title: ଏଇ ଭାରତରେ.... [20,152,192,180]
letter-1-author: -ଅନିଲ କୁମାର ରାଉତ, ପଟ୍ଟାମୁଣ୍ଡାଇ [1340,959,1495,971]
sudoku-cell[interactable] [1163,1637,1198,1668]
pachisi-items [4,908,349,978]
sudoku-cell[interactable] [1198,1827,1233,1858]
sudoku-cell[interactable] [1269,1637,1304,1668]
sudoku-cell[interactable] [1446,1796,1481,1827]
sudoku-answer-cell [1326,1969,1344,1987]
